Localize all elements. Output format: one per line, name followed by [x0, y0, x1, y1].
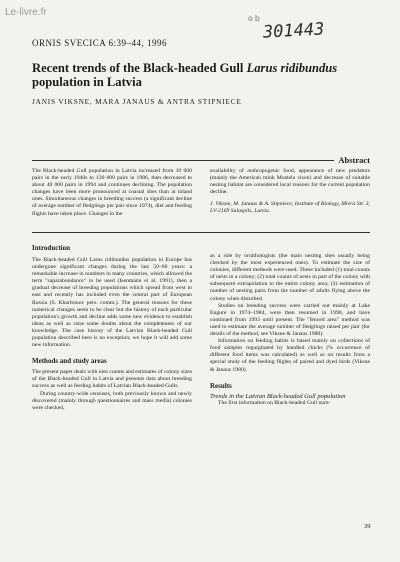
- intro-heading: Introduction: [32, 244, 70, 252]
- article-title: [32, 61, 362, 89]
- methods-paragraph-1: The present paper deals with nest counts and estimates of colony sizes of the Black-headed Gull in Latvia and presents data about breeding success as well as feeding habits of Latvian Black-headed Gulls.: [32, 369, 192, 390]
- watermark: Le-livre.fr: [5, 7, 47, 18]
- abstract-text-right: availability of anthropogenic food, appearance of new predators (mainly the American mink Mustela vison) and decrease of suitable nesting habitat are considered local reasons for the current population decline.: [210, 168, 370, 196]
- methods-paragraph-2: During country-wide censuses, both previously known and newly discovered (mainly through questionnaires and mass media) colonies were checked,: [32, 390, 192, 411]
- results-paragraph: The first information on Black-headed Gull num-: [218, 400, 331, 407]
- right-paragraph-3: Information on feeding habits is based mainly on collections of food samples regurgitated by handled chicks (% occurrence of different food items was calculated) as well as on results from a special study of the feeding flights of paired and dyed birds (Viksne & Janaus 1980).: [210, 338, 370, 373]
- abstract-rule-bottom: [32, 232, 370, 233]
- right-paragraph-2: Studies on breeding success were carried out mainly at Lake Engure in 1974–1984, were then resumed in 1990, and have continued from 1993 until present. The "fenced area" method was used to estimate the average number of fledglings raised per pair (for details of the method, see Viksne & Janaus 1980).: [210, 302, 370, 338]
- title-latin: Larus ridibundus: [246, 61, 338, 75]
- affiliation: J. Viksne, M. Janaus & A. Stipniece, Institute of Biology, Miera Str. 3, LV-2169 Salaspils, Latvia.: [210, 201, 370, 215]
- methods-heading: Methods and study areas: [32, 357, 107, 366]
- intro-paragraph: The Black-headed Gull Larus ridibundus population in Europe has undergone significant changes during the last 50–60 years: a remarkable increase in numbers in many countries, which allowed the term "saparabundance" to be used (Isenmann et al. 1991), then a gradual decrease of breeding populations which spread from west to east and recently has included even the central part of European Russia (S. Kharitonov pers. comm.). The general reasons for these numerical changes seem to be clear but the history of each particular population's growth and decline adds some new evidence to establish ideas as well as raise some doubts about the completeness of our knowledge. The case history of the Latvian Black-headed Gull population described here is no exception; we hope it will add some new information.: [32, 257, 192, 349]
- abstract-left-column: [32, 168, 192, 218]
- journal-line: ORNIS SVECICA 6:39–44, 1996: [32, 38, 168, 48]
- abstract-text-left: The Black-headed Gull population in Latvia increased from 10 000 pairs in the early 1940s to 130 000 pairs in 1986, then decreased to about 40 000 pairs in 1994 and continues declining. The population changes have been more pronounced at coastal sites than at inland ones. Simultaneous changes in breeding success (a significant decline of average number of fledglings per pair since 1974), diet and feeding flights have taken place. Changes in the: [32, 168, 192, 217]
- abstract-right-column: [210, 168, 370, 216]
- abstract-heading: Abstract: [32, 155, 370, 165]
- title-part1: Recent trends of the Black-headed Gull: [32, 61, 247, 75]
- handwritten-number: 301443: [262, 19, 325, 43]
- pencil-mark: ob: [248, 14, 262, 23]
- results-subheading: Trends in the Latvian Black-headed Gull population: [210, 392, 346, 400]
- title-part2: population in Latvia: [32, 75, 142, 89]
- right-paragraph-1: as a rule by ornithologists (the main nesting sites usually being checked by the most experienced ones). To estimate the size of colonies, different methods were used. These included (1) total counts of nests in a colony; (2) total counts of nests in part of the colony with subsequent extrapolation to the entire colony area; (3) estimation of number of nesting pairs from the number of adults flying above the colony when disturbed.: [210, 253, 370, 302]
- results-heading: Results: [210, 381, 232, 390]
- right-column: [210, 253, 370, 407]
- page-number: 39: [364, 523, 371, 530]
- authors: JANIS VIKSNE, MARA JANAUS & ANTRA STIPNIECE: [32, 97, 242, 106]
- left-column: [32, 243, 192, 412]
